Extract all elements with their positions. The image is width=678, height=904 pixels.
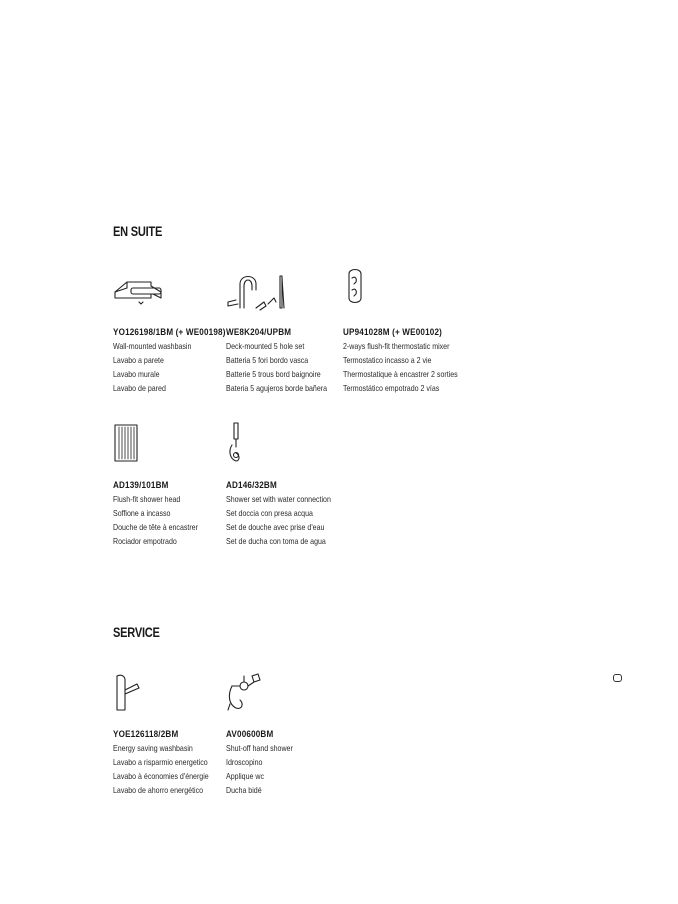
product-description [113, 493, 198, 549]
description-en: 2-ways flush-fit thermostatic mixer [343, 342, 450, 351]
product-code: AD139/101BM [113, 480, 169, 490]
description-fr: Lavabo à économies d'énergie [113, 772, 209, 781]
description-fr: Batterie 5 trous bord baignoire [226, 370, 321, 379]
description-es: Lavabo de pared [113, 384, 166, 393]
description-fr: Douche de tête à encastrer [113, 523, 198, 532]
description-it: Idroscopino [226, 758, 263, 767]
description-en: Energy saving washbasin [113, 744, 193, 753]
section-title-service: SERVICE [113, 625, 160, 640]
hand-shower-set-icon [226, 421, 286, 465]
deck-mounted-bath-set-icon [226, 268, 286, 312]
product-code: UP941028M (+ WE00102) [343, 327, 443, 337]
product-code: YO126198/1BM (+ WE00198) [113, 327, 226, 337]
description-es: Set de ducha con toma de agua [226, 537, 326, 546]
wall-mounted-basin-mixer-icon [113, 268, 173, 312]
basin-mixer-icon [113, 670, 173, 714]
description-es: Ducha bidé [226, 786, 262, 795]
section-title-en-suite: EN SUITE [113, 224, 163, 239]
description-it: Termostatico incasso a 2 vie [343, 356, 432, 365]
description-es: Rociador empotrado [113, 537, 177, 546]
product-description [226, 493, 331, 549]
description-it: Batteria 5 fori bordo vasca [226, 356, 309, 365]
description-es: Lavabo de ahorro energético [113, 786, 204, 795]
product-description [113, 742, 209, 798]
page-marker-icon [613, 674, 622, 682]
description-en: Wall-mounted washbasin [113, 342, 192, 351]
thermostatic-mixer-icon [343, 268, 403, 312]
product-description [226, 742, 293, 798]
product-description [113, 340, 191, 396]
description-it: Lavabo a parete [113, 356, 164, 365]
description-fr: Applique wc [226, 772, 264, 781]
product-code: AV00600BM [226, 729, 274, 739]
shower-head-icon [113, 421, 173, 465]
description-it: Soffione a incasso [113, 509, 171, 518]
product-description [226, 340, 327, 396]
description-en: Shut-off hand shower [226, 744, 293, 753]
description-it: Lavabo a risparmio energetico [113, 758, 208, 767]
description-it: Set doccia con presa acqua [226, 509, 313, 518]
description-fr: Lavabo murale [113, 370, 160, 379]
product-code: AD146/32BM [226, 480, 277, 490]
product-description [343, 340, 458, 396]
bidet-shower-icon [226, 670, 286, 714]
description-en: Flush-fit shower head [113, 495, 181, 504]
description-fr: Thermostatique à encastrer 2 sorties [343, 370, 458, 379]
description-fr: Set de douche avec prise d'eau [226, 523, 325, 532]
description-en: Deck-mounted 5 hole set [226, 342, 305, 351]
product-code: YOE126118/2BM [113, 729, 179, 739]
description-en: Shower set with water connection [226, 495, 331, 504]
description-es: Termostático empotrado 2 vías [343, 384, 440, 393]
product-code: WE8K204/UPBM [226, 327, 292, 337]
description-es: Bateria 5 agujeros borde bañera [226, 384, 327, 393]
